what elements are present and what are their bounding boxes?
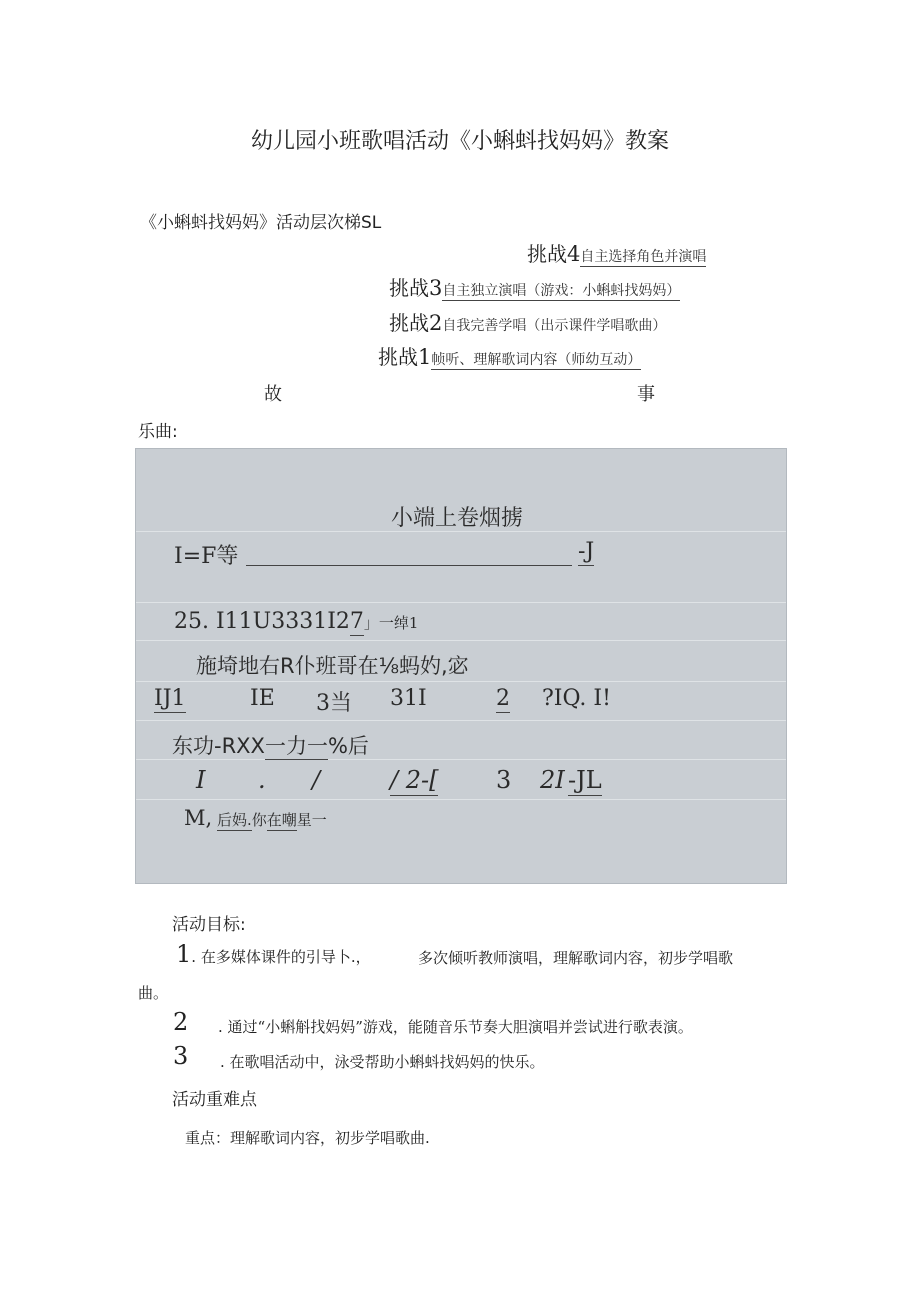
key-points-heading: 活动重难点 [172, 1090, 257, 1110]
score-divider [136, 681, 786, 682]
goal-3 [173, 1042, 188, 1070]
challenge-label: 挑战 [527, 242, 567, 266]
music-label: 乐曲: [138, 422, 178, 442]
challenge-label: 挑战 [378, 345, 418, 369]
challenge-1 [378, 341, 641, 370]
key-point: 重点：理解歌词内容，初步学唱歌曲. [185, 1129, 430, 1147]
challenge-number: 4 [567, 242, 581, 266]
page-title: 幼儿园小班歌唱活动《小蝌蚪找妈妈》教案 [250, 129, 669, 154]
score-key-tail: -J [578, 539, 595, 564]
goal-number: 3 [173, 1042, 189, 1070]
score-title: 小端上卷烟掳 [391, 506, 524, 531]
score-divider [136, 799, 786, 800]
score-divider [136, 720, 786, 721]
story-left: 故 [264, 384, 282, 405]
goal-1-text: 多次倾听教师演唱，理解歌词内容，初步学唱歌 [418, 949, 734, 967]
score-divider [136, 602, 786, 603]
challenge-number: 1 [418, 345, 432, 369]
goal-2-text: . 通过“小蝌斛找妈妈”游戏，能随音乐节奏大胆演唱并尝试进行歌表演。 [218, 1018, 693, 1036]
challenge-2 [389, 307, 666, 336]
score-rule [246, 565, 572, 566]
challenge-label: 挑战 [389, 276, 429, 300]
story-right: 事 [637, 384, 655, 405]
music-score: 小端上卷烟掳 I=F等 -J 25. I11U3331I27」一绰1 施埼地右R仆班哥在⅛蚂妁,宓 IJ1 IE 3当 31I 2 ?IQ. I! 东功-RXX一力一%后 I . / / 2-[ 3 2I -JL M, 后妈.你在嘲星一 [135, 448, 787, 884]
goal-text: . 在多媒体课件的引导卜.， [191, 948, 371, 966]
challenge-desc: 自主选择角色并演唱 [580, 249, 707, 265]
challenge-3 [389, 272, 680, 301]
challenge-desc: 自我完善学唱（出示课件学唱歌曲） [442, 318, 667, 334]
goal-number: 1 [176, 940, 192, 968]
goal-1-text-cont: 曲。 [138, 984, 169, 1002]
goals-heading: 活动目标: [172, 915, 246, 935]
challenge-desc: 帧听、理解歌词内容（师幼互动） [431, 352, 642, 368]
score-notes-row-1: 25. I11U3331I27」一绰1 [174, 609, 419, 634]
goal-1 [176, 940, 371, 968]
challenge-label: 挑战 [389, 311, 429, 335]
levels-heading: 《小蝌蚪找妈妈》活动层次梯SL [140, 213, 382, 233]
goal-2 [173, 1008, 188, 1036]
score-lyric-3: M, 后妈.你在嘲星一 [184, 806, 327, 830]
challenge-desc: 自主独立演唱（游戏：小蝌蚪找妈妈） [442, 283, 681, 299]
score-lyric-1: 施埼地右R仆班哥在⅛蚂妁,宓 [196, 654, 469, 678]
score-key: I=F等 [174, 544, 239, 569]
goal-number: 2 [173, 1008, 189, 1036]
score-notes-row-2: IJ1 IE 3当 31I 2 ?IQ. I! [154, 686, 611, 716]
score-lyric-2: 东功-RXX一力一%后 [172, 734, 369, 758]
score-divider [136, 640, 786, 641]
challenge-4 [527, 238, 706, 267]
goal-3-text: . 在歌唱活动中，泳受帮助小蝌蚪找妈妈的快乐。 [220, 1053, 545, 1071]
challenge-number: 2 [429, 311, 443, 335]
challenge-number: 3 [429, 276, 443, 300]
